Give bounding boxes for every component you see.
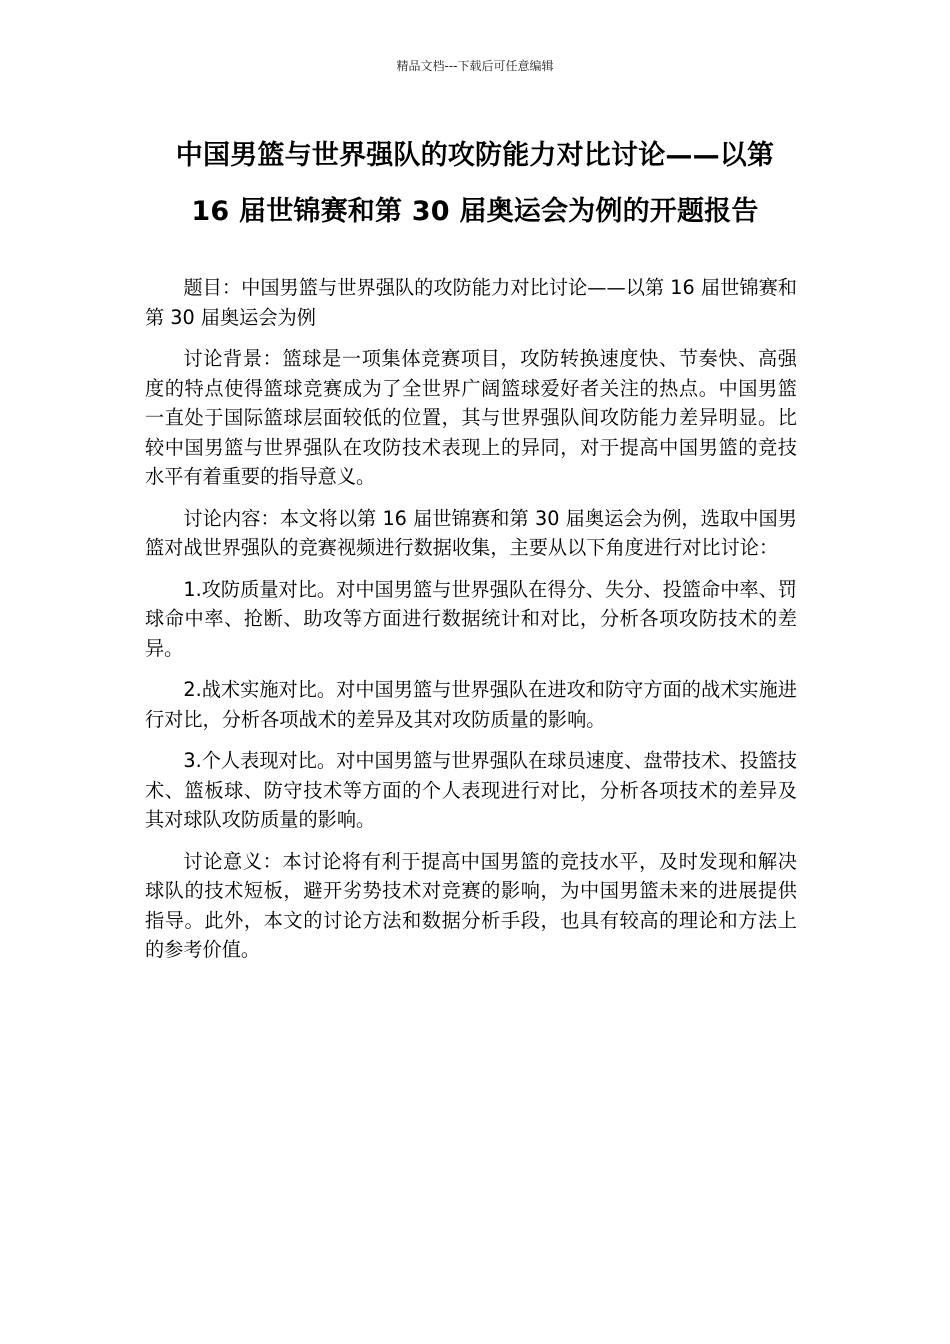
title-line-1: 中国男篮与世界强队的攻防能力对比讨论——以第 xyxy=(175,140,775,171)
document-body xyxy=(145,273,797,977)
paragraph-significance: 讨论意义：本讨论将有利于提高中国男篮的竞技水平，及时发现和解决球队的技术短板，避开劣势技术对竞赛的影响，为中国男篮未来的进展提供指导。此外，本文的讨论方法和数据分析手段，也具有较高的理论和方法上的参考价值。 xyxy=(145,849,797,961)
paragraph-background: 讨论背景：篮球是一项集体竞赛项目，攻防转换速度快、节奏快、高强度的特点使得篮球竞赛成为了全世界广阔篮球爱好者关注的热点。中国男篮一直处于国际篮球层面较低的位置，其与世界强队间攻防能力差异明显。比较中国男篮与世界强队在攻防技术表现上的异同，对于提高中国男篮的竞技水平有着重要的指导意义。 xyxy=(145,347,797,488)
document-title xyxy=(140,128,810,240)
paragraph-item-1: 1.攻防质量对比。对中国男篮与世界强队在得分、失分、投篮命中率、罚球命中率、抢断、助攻等方面进行数据统计和对比，分析各项攻防技术的差异。 xyxy=(145,577,797,660)
title-line-2: 16 届世锦赛和第 30 届奥运会为例的开题报告 xyxy=(191,196,759,227)
paragraph-item-3: 3.个人表现对比。对中国男篮与世界强队在球员速度、盘带技术、投篮技术、篮板球、防守技术等方面的个人表现进行对比，分析各项技术的差异及其对球队攻防质量的影响。 xyxy=(145,749,797,831)
paragraph-content: 讨论内容：本文将以第 16 届世锦赛和第 30 届奥运会为例，选取中国男篮对战世界强队的竞赛视频进行数据收集，主要从以下角度进行对比讨论： xyxy=(145,506,797,559)
paragraph-topic: 题目：中国男篮与世界强队的攻防能力对比讨论——以第 16 届世锦赛和第 30 届奥运会为例 xyxy=(145,276,797,329)
header-note: 精品文档---下载后可任意编辑 xyxy=(396,59,554,73)
paragraph-item-2: 2.战术实施对比。对中国男篮与世界强队在进攻和防守方面的战术实施进行对比，分析各项战术的差异及其对攻防质量的影响。 xyxy=(145,678,797,731)
